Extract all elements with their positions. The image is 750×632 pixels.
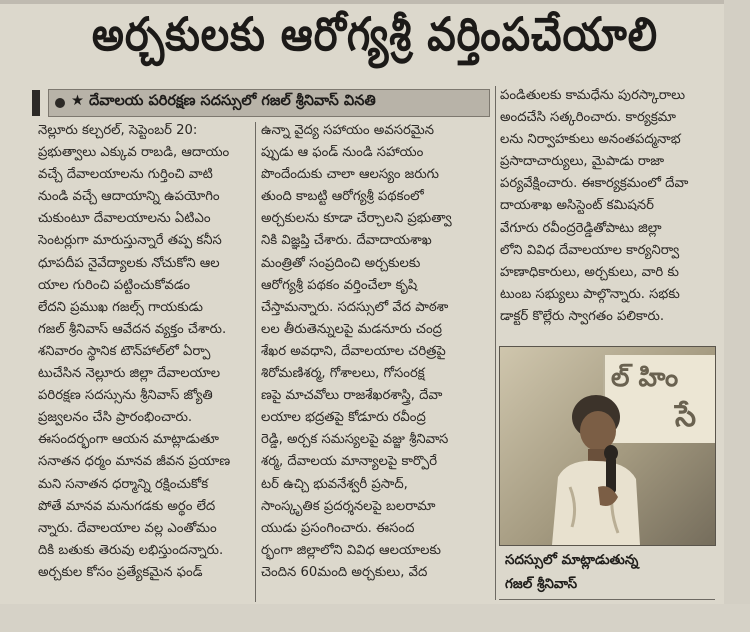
subheadline-band xyxy=(32,88,490,118)
article-column-3 xyxy=(500,85,718,328)
subheadline-box xyxy=(48,89,490,117)
column-divider xyxy=(495,86,496,600)
article-line: ప్రభుత్వాలు ఎక్కువ రాబడి, ఆదాయం xyxy=(38,145,230,161)
article-line: గజల్ శ్రీనివాస్ ఆవేదన వ్యక్తం చేశారు. xyxy=(38,321,227,337)
article-line: ధూపదీప నైవేద్యాలకు నోచుకోని ఆల xyxy=(38,255,220,271)
article-line: సనాతన ధర్మం మానవ జీవన ప్రయాణ xyxy=(38,454,231,470)
article-line: ప్రసాదాచార్యులు, మైపాడు రాజా xyxy=(500,154,665,170)
article-line: డాక్టర్ కొల్లేరు స్వాగతం పలికారు. xyxy=(500,308,665,324)
article-line: లను నిర్వాహకులు అనంతపద్మనాభ xyxy=(500,132,681,148)
article-line: టుంబ సభ్యులు పాల్గొన్నారు. సభకు xyxy=(500,286,680,302)
subheadline-text: ★ దేవాలయ పరిరక్షణ సదస్సులో గజల్ శ్రీనివాస్ వినతి xyxy=(71,93,376,109)
article-line: పండితులకు కామధేను పురస్కారాలు xyxy=(500,88,686,103)
article-line: నికి విజ్ఞప్తి చేశారు. దేవాదాయశాఖ xyxy=(261,233,432,249)
headline xyxy=(0,0,750,82)
article-line: న్నారు. దేవాలయాల వల్ల ఎంతోమం xyxy=(38,520,217,536)
article-line: చుకుంటూ దేవాలయాలను ఏటిఎం xyxy=(38,211,211,227)
article-line: లయాల భద్రతపై కోడూరు రవీంద్ర xyxy=(261,410,426,426)
article-line: అర్చకుల కోసం ప్రత్యేకమైన ఫండ్ xyxy=(38,564,203,580)
article-line: దికి బతుకు తెరువు లభిస్తుందన్నారు. xyxy=(38,542,224,558)
article-line: పరిరక్షణ సదస్సును శ్రీనివాస్ జ్యోతి xyxy=(38,388,213,404)
article-line: వచ్చే దేవాలయాలను గుర్తించి వాటి xyxy=(38,167,213,183)
article-line: అర్చకులను కూడా చేర్చాలని ప్రభుత్వా xyxy=(261,211,452,227)
article-line: మంత్రితో సంప్రదించి అర్చకులకు xyxy=(261,255,421,271)
headline-text: అర్చకులకు ఆరోగ్యశ్రీ వర్తింపచేయాలి xyxy=(91,8,659,62)
caption-line: గజల్ శ్రీనివాస్ xyxy=(505,576,578,592)
article-column-1 xyxy=(38,120,252,584)
article-line: నెల్లూరు కల్చరల్, సెప్టెంబర్ 20: xyxy=(38,123,198,138)
article-line: వేగూరు రవీంద్రరెడ్డితోపాటు జిల్లా xyxy=(500,220,662,236)
news-photo xyxy=(499,346,716,546)
article-line: మని సనాతన ధర్మాన్ని రక్షించుకోక xyxy=(38,476,209,492)
article-line: ణపై మాచవోలు రాజశేఖరశాస్త్రి, దేవా xyxy=(261,388,443,404)
caption-line: సదస్సులో మాట్లాడుతున్న xyxy=(505,552,639,568)
article-line: చేస్తామన్నారు. సదస్సులో వేద పాఠశా xyxy=(261,299,449,315)
article-line: తుంది కాబట్టి ఆరోగ్యశ్రీ పథకంలో xyxy=(261,189,424,205)
article-line: ఆరోగ్యశ్రీ పథకం వర్తించేలా కృషి xyxy=(261,277,418,293)
article-line: పర్యవేక్షించారు. ఈకార్యక్రమంలో దేవా xyxy=(500,176,689,192)
article-line: శిరోమణిశర్మ, గోశాలలు, గోసంరక్ష xyxy=(261,366,425,382)
photo-caption xyxy=(505,548,715,596)
article-line: నుండి వచ్చే ఆదాయాన్ని ఉపయోగిం xyxy=(38,189,220,205)
article-line: చెందిన 60మంది అర్చకులు, వేద xyxy=(261,564,428,580)
sign-text: సే xyxy=(675,399,697,434)
article-line: శేఖర అవధాని, దేవాలయాల చరిత్రపై xyxy=(261,343,446,359)
article-line: టుచేసిన నెల్లూరు జిల్లా దేవాలయాల xyxy=(38,366,221,382)
article-line: లోని వివిధ దేవాలయాల కార్యనిర్వా xyxy=(500,242,680,258)
column-divider xyxy=(255,122,256,602)
article-line: ప్పుడు ఆ ఫండ్ నుండి సహాయం xyxy=(261,145,424,161)
article-line: పోతే మానవ మనుగడకు అర్థం లేద xyxy=(38,498,216,514)
article-line: ఈసందర్భంగా ఆయన మాట్లాడుతూ xyxy=(38,432,219,448)
article-column-2 xyxy=(261,120,494,584)
article-line: దాయశాఖ అసిస్టెంట్ కమిషనర్ xyxy=(500,198,654,214)
bullet-dot-icon xyxy=(55,98,65,108)
article-line: లల తీరుతెన్నులపై మడనూరు చంద్ర xyxy=(261,321,442,337)
article-line: హణాధికారులు, అర్చకులు, వారి కు xyxy=(500,264,679,280)
sign-text: ల్ హిం xyxy=(611,363,679,393)
article-line: ఉన్నా వైద్య సహాయం అవసరమైన xyxy=(261,123,435,138)
article-line: లేదని ప్రముఖ గజల్స్ గాయకుడు xyxy=(38,299,203,315)
article-line: సెంటర్లుగా మారుస్తున్నారే తప్ప కనీస xyxy=(38,233,222,249)
page-edge xyxy=(0,604,750,632)
caption-rule xyxy=(499,599,715,600)
article-line: శనివారం స్థానిక టౌన్‌హాల్‌లో ఏర్పా xyxy=(38,343,211,359)
article-line: టర్ ఉచ్చి భువనేశ్వరీ ప్రసాద్, xyxy=(261,476,408,492)
article-line: సాంస్కృతిక ప్రదర్శనలపై బలరామా xyxy=(261,498,436,514)
article-line: యుడు ప్రసంగించారు. ఈసంద xyxy=(261,520,415,536)
speaker-figure xyxy=(548,387,640,545)
page-edge xyxy=(724,0,750,632)
article-line: పొందేందుకు చాలా ఆలస్యం జరుగు xyxy=(261,167,439,183)
article-line: శర్మ, దేవాలయ మాన్యాలపై కార్పొరే xyxy=(261,454,438,470)
article-line: ర్భంగా జిల్లాలోని వివిధ ఆలయాలకు xyxy=(261,542,441,558)
article-line: ప్రజ్వలనం చేసి ప్రారంభించారు. xyxy=(38,410,193,426)
article-line: యాల గురించి పట్టించుకోవడం xyxy=(38,277,191,293)
article-line: అందచేసి సత్కరించారు. కార్యక్రమా xyxy=(500,110,676,126)
subheadline-bar xyxy=(32,90,40,116)
article-line: రెడ్డి, అర్చక సమస్యలపై వజ్జు శ్రీనివాస xyxy=(261,432,449,448)
